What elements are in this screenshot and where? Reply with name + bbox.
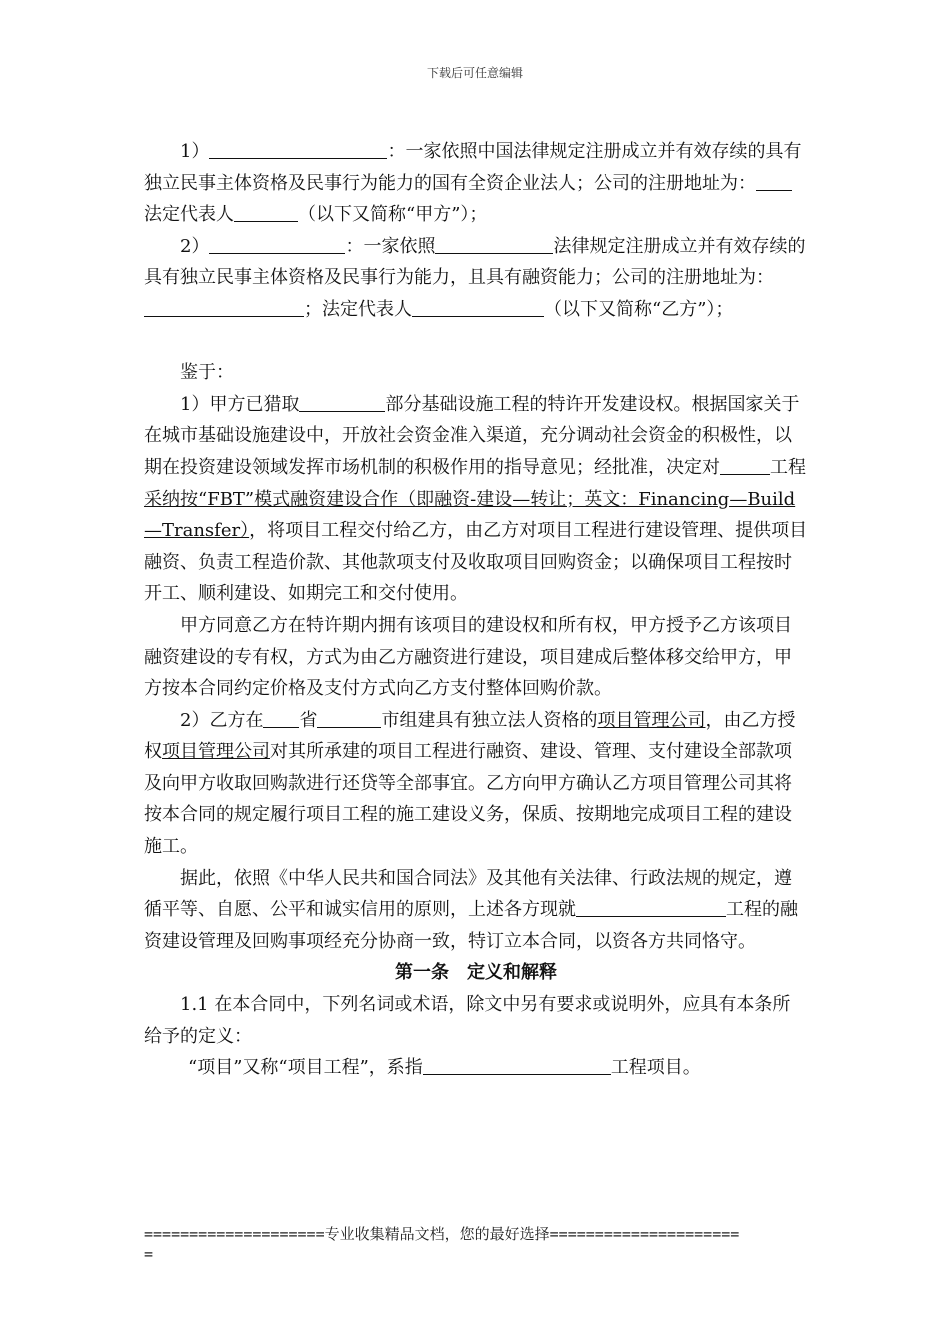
fbt-mode-underlined: 采纳按“FBT”模式融资建设合作（即融资-建设—转让；英文：Financing—Build—Transfer） [144,488,796,542]
whereas-3-paragraph [144,863,808,958]
clause-1-1: 1.1 在本合同中，下列名词或术语，除文中另有要求或说明外，应具有本条所给予的定义： [144,994,791,1047]
whereas-2-text-g: 对其所承建的项目工程进行融资、建设、管理、支付建设全部款项及向甲方收取回购款进行还贷等全部事宜。乙方向甲方确认乙方项目管理公司其将按本合同的规定履行项目工程的施工建设义务，保质、按期地完成项目工程的建设施工。 [144,741,792,858]
whereas-1-paragraph [144,389,808,610]
definition-project [144,1052,808,1084]
whereas-2-text-e: ，由乙方授权 [144,709,796,763]
footer-rule-right: ===================== [549,1225,740,1243]
city-blank[interactable] [317,707,381,728]
article-1-title [144,957,808,989]
party-1-paragraph [144,136,808,231]
party-1-text: ：一家依照中国法律规定注册成立并有效存续的具有独立民事主体资格及民事行为能力的国有全资企业法人；公司的注册地址为： [144,141,802,194]
party-1-rep-label: 法定代表人 [144,204,234,226]
province-blank[interactable] [263,707,299,728]
footer-rule-left: ==================== [144,1225,325,1243]
province-label: 省 [299,709,318,731]
whereas-2-text-c: 市组建具有独立法人资格的 [381,709,598,731]
whereas-3-text-b: 工程的融资建设管理及回购事项经充分协商一致，特订立本合同，以资各方共同恪守。 [144,899,798,952]
party-2-number: 2） [180,235,210,257]
party-2-text-a: ：一家依照 [345,235,436,257]
party-1-number: 1） [180,141,210,162]
project-company-underlined: 项目管理公司 [597,709,706,731]
page-footer [144,1224,808,1264]
page-header: 下载后可任意编辑 [426,66,523,80]
party-2-alias: （以下又简称“乙方”）； [544,298,734,320]
article-1-number: 第一条 [395,962,449,984]
footer-tail: = [144,1245,154,1263]
party-1-name-blank[interactable] [209,138,387,159]
whereas-1-project-blank[interactable] [299,391,385,412]
article-1-heading: 定义和解释 [467,962,557,984]
definition-project-text: “项目”又称“项目工程”，系指 [188,1057,423,1079]
party-2-address-blank[interactable] [144,296,304,317]
footer-line [144,1224,808,1244]
whereas-3-text-a: 据此，依照《中华人民共和国合同法》及其他有关法律、行政法规的规定，遵循平等、自愿、公平和诚实信用的原则，上述各方现就 [144,867,792,921]
party-1-alias: （以下又简称“甲方”）； [298,204,488,226]
whereas-2-paragraph [144,705,808,863]
whereas-1-engineering-blank[interactable] [720,454,770,475]
party-2-law-blank[interactable] [435,233,553,254]
whereas-1-text-b: 部分基础设施工程的特许开发建设权。根据国家关于在城市基础设施建设中，开放社会资金准入渠道，充分调动社会资金的积极性，以期在投资建设领域发挥市场机制的积极作用的指导意见；经批准，决定对 [144,393,800,478]
whereas-1-text-c: 工程 [770,456,806,478]
footer-text: 专业收集精品文档，您的最好选择 [324,1225,550,1243]
whereas-1-text-a: 1）甲方已猎取 [180,393,300,415]
project-name-blank[interactable] [576,896,726,917]
party-2-name-blank[interactable] [209,233,345,254]
party-2-rep-label: ；法定代表人 [304,298,412,320]
definition-project-blank[interactable] [423,1054,611,1075]
party-2-rep-blank[interactable] [412,296,544,317]
whereas-1b-paragraph: 甲方同意乙方在特许期内拥有该项目的建设权和所有权，甲方授予乙方该项目融资建设的专有权，方式为由乙方融资进行建设，项目建成后整体移交给甲方，甲方按本合同约定价格及支付方式向乙方支付整体回购价款。 [144,614,792,700]
whereas-1-text-e: ，将项目工程交付给乙方，由乙方对项目工程进行建设管理、提供项目融资、负责工程造价款、其他款项支付及收取项目回购资金；以确保项目工程按时开工、顺利建设、如期完工和交付使用。 [144,520,808,605]
definition-project-suffix: 工程项目。 [610,1057,701,1079]
party-2-text-b: 法律规定注册成立并有效存续的具有独立民事主体资格及民事行为能力，且具有融资能力；公司的注册地址为： [144,235,806,289]
document-body [144,136,808,1084]
party-2-paragraph [144,231,808,326]
whereas-label: 鉴于： [180,362,234,384]
whereas-2-text-a: 2）乙方在 [180,709,264,731]
party-1-rep-blank[interactable] [234,201,298,222]
project-company-underlined-2: 项目管理公司 [162,741,270,763]
party-1-address-blank[interactable] [756,170,792,191]
